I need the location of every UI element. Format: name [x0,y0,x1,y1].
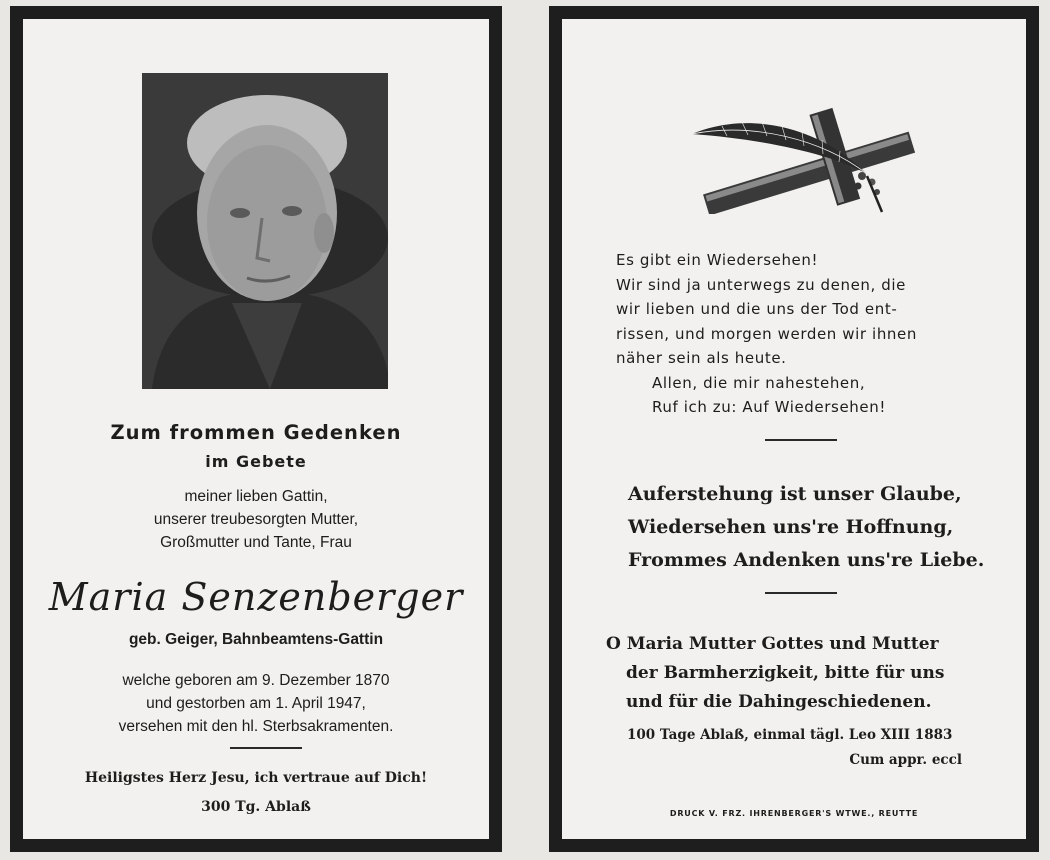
sacred-heart-prayer: Heiligstes Herz Jesu, ich vertraue auf Dich! [84,770,428,786]
farewell-poem [616,248,996,420]
poem-line: Wir sind ja unterwegs zu denen, die [616,275,906,294]
memorial-title: Zum frommen Gedenken [110,421,402,444]
divider [765,592,837,594]
prayer-line: O Maria Mutter Gottes und Mutter [606,634,939,654]
divider [765,439,837,441]
dedication-line: Großmutter und Tante, Frau [160,534,352,551]
dedication-text [23,485,489,554]
divider [230,747,302,749]
portrait-photo [142,73,388,389]
poem-line: Allen, die mir nahestehen, [652,373,866,392]
approval-line: Cum appr. eccl [849,752,962,768]
poem-line: wir lieben und die uns der Tod ent- [616,300,898,318]
maiden-name-line: geb. Geiger, Bahnbeamtens-Gattin [128,631,384,648]
quote-line: Auferstehung ist unser Glaube, [628,483,962,505]
cross-with-palm-icon [682,104,922,214]
poem-line: näher sein als heute. [616,349,787,367]
memorial-card-right [549,6,1039,852]
prayer-line: der Barmherzigkeit, bitte für uns [626,663,945,683]
memorial-subtitle: im Gebete [205,452,307,471]
quote-line: Wiedersehen uns're Hoffnung, [628,516,954,538]
memorial-card-left [10,6,502,852]
printer-imprint: DRUCK V. FRZ. IHRENBERGER'S WTWE., REUTTE [669,809,919,818]
ablass-line: 100 Tage Ablaß, einmal tägl. Leo XIII 1883 [627,727,953,743]
faith-quote [628,478,1028,577]
life-dates-line: welche geboren am 9. Dezember 1870 [122,672,390,689]
poem-line: rissen, und morgen werden wir ihnen [616,324,917,343]
prayer-line: und für die Dahingeschiedenen. [626,692,932,712]
life-dates [23,669,489,738]
mary-prayer [606,630,1006,717]
dedication-line: meiner lieben Gattin, [184,488,328,505]
deceased-name: Maria Senzenberger [48,575,464,619]
poem-line: Es gibt ein Wiedersehen! [616,251,819,269]
life-dates-line: versehen mit den hl. Sterbsakramenten. [118,718,394,735]
life-dates-line: und gestorben am 1. April 1947, [146,695,366,712]
dedication-line: unserer treubesorgten Mutter, [153,511,359,528]
quote-line: Frommes Andenken uns're Liebe. [628,549,985,571]
poem-line: Ruf ich zu: Auf Wiedersehen! [652,398,886,416]
indulgence-note: 300 Tg. Ablaß [201,799,311,815]
